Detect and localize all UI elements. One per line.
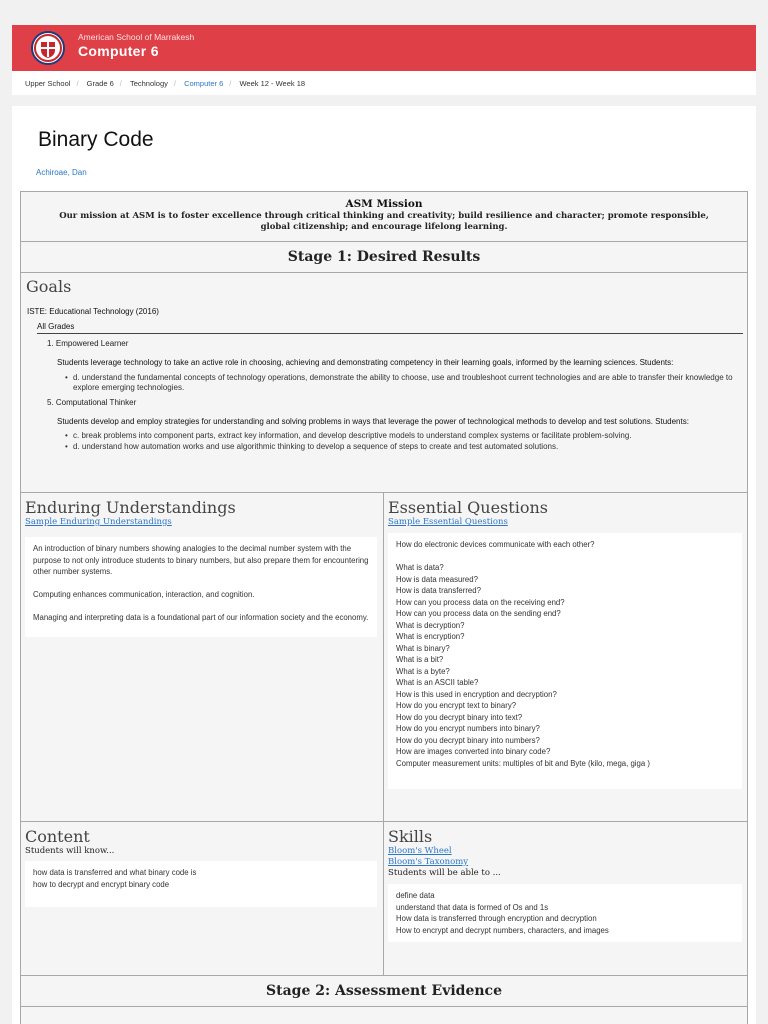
enduring-paragraph: Managing and interpreting data is a foundational part of our information society and the economy.	[33, 613, 369, 622]
enduring-understandings-section	[21, 493, 384, 822]
page-title: Binary Code	[38, 128, 154, 151]
essential-question: What is a bit?	[396, 655, 444, 664]
essential-heading: Essential Questions	[388, 498, 548, 517]
mission-text: Our mission at ASM is to foster excellence through critical thinking and creativity; build resilience and character; promote responsible, global citizenship; and encourage lifelong learning.	[59, 211, 709, 232]
goal-description: Students develop and employ strategies for understanding and solving problems in ways that leverage the power of technological methods to develop and test solutions. Students:	[57, 416, 689, 426]
essential-question: What is encryption?	[396, 632, 465, 641]
breadcrumb-upper-school[interactable]: Upper School	[25, 79, 71, 88]
stage-1-header: Stage 1: Desired Results	[21, 242, 747, 273]
blooms-taxonomy-link[interactable]: Bloom's Taxonomy	[388, 857, 469, 867]
goals-heading: Goals	[26, 277, 72, 296]
goal-sub-item: • c. break problems into component parts, extract key information, and develop descriptive models to understand complex systems or facilitate problem-solving.	[73, 431, 737, 442]
skills-item: How to encrypt and decrypt numbers, characters, and images	[396, 925, 609, 935]
essential-question: How can you process data on the receiving end?	[396, 597, 565, 607]
mission-title: ASM Mission	[345, 198, 423, 210]
essential-question: What is binary?	[396, 643, 450, 653]
goal-description: Students leverage technology to take an active role in choosing, achieving and demonstrating competency in their learning goals, informed by the learning sciences. Students:	[57, 358, 674, 367]
essential-question: What is a byte?	[396, 666, 450, 676]
grades-label: All Grades	[37, 322, 743, 334]
sample-enduring-link[interactable]: Sample Enduring Understandings	[25, 517, 172, 527]
skills-section	[384, 822, 747, 976]
content-subheading: Students will know...	[25, 846, 115, 856]
skills-heading: Skills	[388, 827, 433, 846]
skills-item: define data	[396, 891, 435, 900]
essential-question: How are images converted into binary code?	[396, 747, 551, 756]
goal-title: 1. Empowered Learner	[47, 339, 129, 348]
content-section	[21, 822, 384, 976]
essential-question: What is an ASCII table?	[396, 678, 479, 687]
course-name[interactable]: Computer 6	[78, 43, 159, 59]
essential-question: How is this used in encryption and decryption?	[396, 689, 557, 699]
stage-2-header: Stage 2: Assessment Evidence	[21, 976, 747, 1007]
essential-question: How do you encrypt numbers into binary?	[396, 724, 540, 733]
content-box	[25, 861, 377, 907]
goal-item	[47, 339, 737, 394]
goal-sub-item: • d. understand the fundamental concepts of technology operations, demonstrate the ability to choose, use and troubleshoot current technologies and are able to transfer their knowledge to explore emerging technologies.	[73, 373, 737, 394]
essential-question: How can you process data on the sending end?	[396, 609, 561, 618]
breadcrumb-subject[interactable]: Technology	[129, 79, 168, 88]
enduring-paragraph: An introduction of binary numbers showing analogies to the decimal number system with the purpose to not only introduce students to binary numbers, but also prepare them for encountering other number systems.	[33, 544, 369, 576]
standard-name: ISTE: Educational Technology (2016)	[27, 307, 159, 316]
breadcrumb-unit: Week 12 - Week 18	[239, 79, 306, 88]
skills-item: How data is transferred through encryption and decryption	[396, 914, 597, 923]
skills-subheading: Students will be able to ...	[388, 868, 501, 878]
essential-box	[388, 533, 742, 789]
school-crest-icon[interactable]	[31, 31, 65, 65]
enduring-heading: Enduring Understandings	[25, 498, 236, 517]
essential-question: What is decryption?	[396, 620, 465, 630]
content-item: how data is transferred and what binary code is	[33, 868, 197, 877]
essential-question: How is data measured?	[396, 574, 478, 584]
goal-title: 5. Computational Thinker	[47, 397, 137, 407]
breadcrumb-grade[interactable]: Grade 6	[86, 79, 114, 88]
goal-list	[47, 339, 737, 452]
essential-question: What is data?	[396, 563, 444, 572]
essential-intro: How do electronic devices communicate with each other?	[396, 540, 595, 549]
goal-sub-item: • d. understand how automation works and use algorithmic thinking to develop a sequence of steps to create and test automated solutions.	[73, 442, 737, 453]
essential-questions-section	[384, 493, 747, 822]
goals-section	[21, 273, 747, 493]
school-name[interactable]: American School of Marrakesh	[78, 32, 195, 42]
content-item: how to decrypt and encrypt binary code	[33, 879, 170, 889]
mission-section	[21, 192, 747, 242]
skills-box	[388, 884, 742, 942]
essential-question: How do you decrypt binary into numbers?	[396, 735, 540, 745]
essential-question: Computer measurement units: multiples of bit and Byte (kilo, mega, giga )	[396, 758, 650, 768]
essential-question: How is data transferred?	[396, 586, 481, 595]
sample-essential-link[interactable]: Sample Essential Questions	[388, 517, 508, 527]
enduring-paragraph: Computing enhances communication, interaction, and cognition.	[33, 590, 255, 599]
content-heading: Content	[25, 827, 90, 846]
unit-card	[12, 106, 756, 1024]
goal-item	[47, 398, 737, 453]
ubd-table	[20, 191, 748, 1024]
breadcrumb-course[interactable]: Computer 6	[184, 79, 224, 88]
enduring-box	[25, 537, 377, 637]
author-link[interactable]: Achiroae, Dan	[36, 168, 87, 177]
essential-question: How do you encrypt text to binary?	[396, 701, 517, 710]
skills-item: understand that data is formed of Os and 1s	[396, 902, 549, 912]
breadcrumb: Upper School / Grade 6 / Technology / Computer 6 / Week 12 - Week 18	[12, 71, 756, 95]
blooms-wheel-link[interactable]: Bloom's Wheel	[388, 846, 452, 856]
essential-question: How do you decrypt binary into text?	[396, 712, 523, 722]
course-header	[12, 25, 756, 71]
